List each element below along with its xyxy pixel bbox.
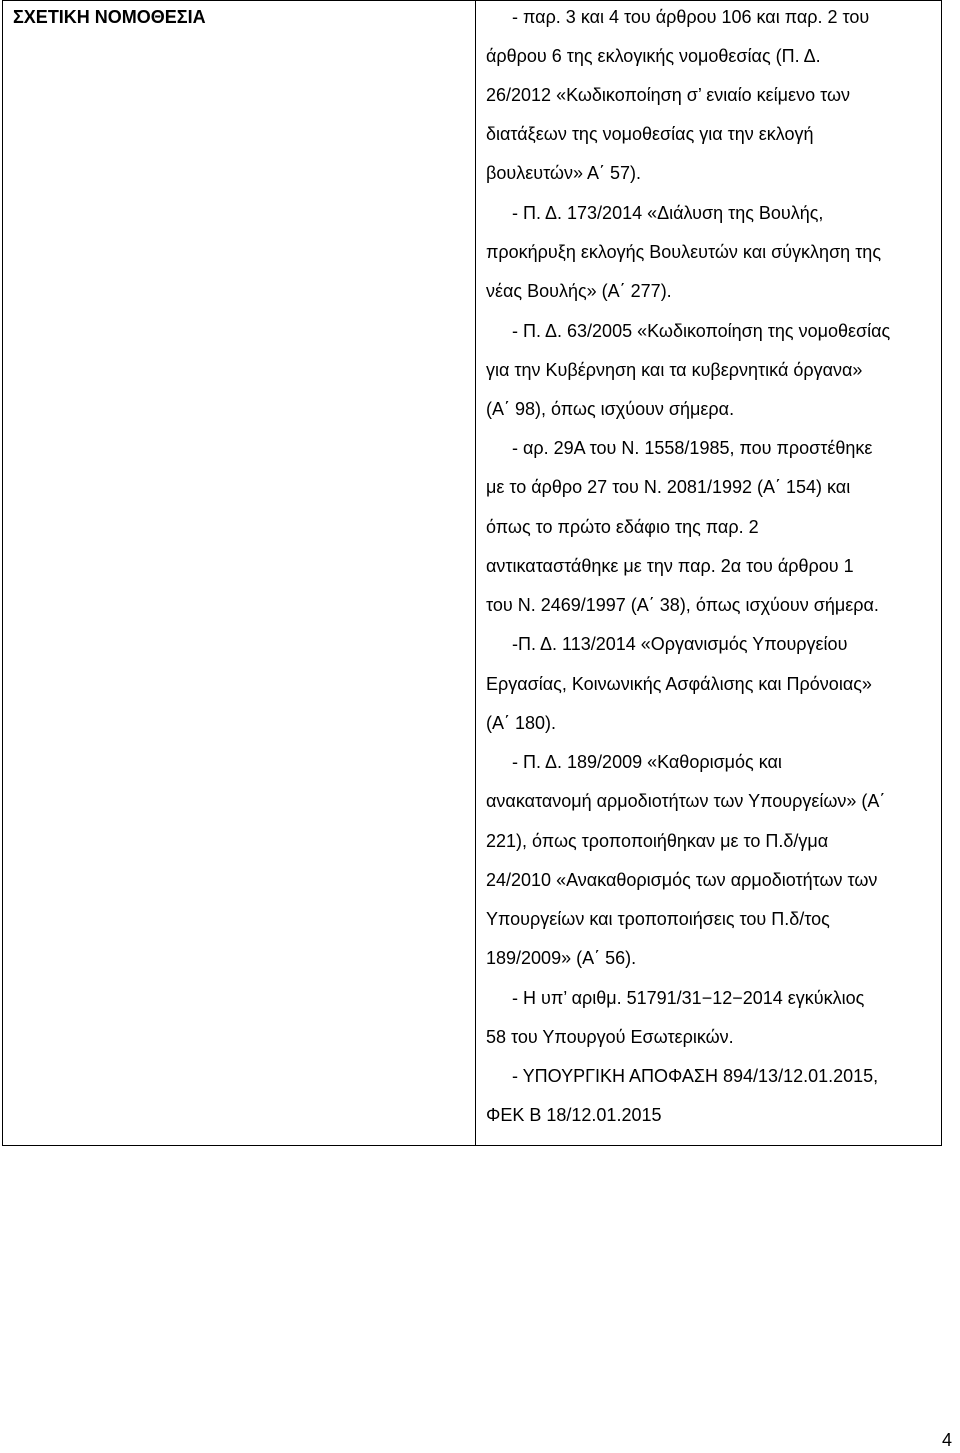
reference-line: όπως το πρώτο εδάφιο της παρ. 2 — [486, 517, 759, 537]
reference-line: του Ν. 2469/1997 (Α΄ 38), όπως ισχύουν σήμερα. — [486, 595, 879, 615]
reference-line: 221), όπως τροποποιήθηκαν με το Π.δ/γμα — [486, 831, 829, 851]
reference-line: 58 του Υπουργού Εσωτερικών. — [486, 1027, 734, 1047]
reference-line: ΦΕΚ Β 18/12.01.2015 — [486, 1105, 662, 1125]
reference-line: - Π. Δ. 63/2005 «Κωδικοποίηση της νομοθεσίας — [512, 321, 891, 341]
reference-line: -Π. Δ. 113/2014 «Οργανισμός Υπουργείου — [512, 634, 848, 654]
column-divider — [475, 1, 476, 1145]
reference-line: Υπουργείων και τροποποιήσεις του Π.δ/τος — [486, 909, 830, 929]
section-label: ΣΧΕΤΙΚΗ ΝΟΜΟΘΕΣΙΑ — [13, 7, 206, 27]
reference-line: αντικαταστάθηκε με την παρ. 2α του άρθρου 1 — [486, 556, 854, 576]
reference-line: - Η υπ’ αριθμ. 51791/31−12−2014 εγκύκλιος — [512, 988, 865, 1008]
reference-line: ανακατανομή αρμοδιοτήτων των Υπουργείων» (Α΄ — [486, 791, 886, 811]
reference-line: νέας Βουλής» (Α΄ 277). — [486, 281, 672, 301]
reference-line: Εργασίας, Κοινωνικής Ασφάλισης και Πρόνοιας» — [486, 674, 872, 694]
reference-line: - Π. Δ. 173/2014 «Διάλυση της Βουλής, — [512, 203, 824, 223]
legislation-table — [2, 0, 942, 1146]
reference-line: διατάξεων της νομοθεσίας για την εκλογή — [486, 124, 814, 144]
reference-line: - ΥΠΟΥΡΓΙΚΗ ΑΠΟΦΑΣΗ 894/13/12.01.2015, — [512, 1066, 879, 1086]
reference-line: βουλευτών» Α΄ 57). — [486, 163, 642, 183]
reference-line: 26/2012 «Κωδικοποίηση σ’ ενιαίο κείμενο των — [486, 85, 850, 105]
reference-line: για την Κυβέρνηση και τα κυβερνητικά όργανα» — [486, 360, 863, 380]
reference-line: προκήρυξη εκλογής Βουλευτών και σύγκληση της — [486, 242, 881, 262]
reference-line: με το άρθρο 27 του Ν. 2081/1992 (Α΄ 154) και — [486, 477, 851, 497]
reference-line: - Π. Δ. 189/2009 «Καθορισμός και — [512, 752, 782, 772]
reference-line: - παρ. 3 και 4 του άρθρου 106 και παρ. 2 του — [512, 7, 870, 27]
reference-line: άρθρου 6 της εκλογικής νομοθεσίας (Π. Δ. — [486, 46, 821, 66]
reference-line: 24/2010 «Ανακαθορισμός των αρμοδιοτήτων των — [486, 870, 878, 890]
reference-line: (Α΄ 98), όπως ισχύουν σήμερα. — [486, 399, 735, 419]
reference-line: - αρ. 29Α του Ν. 1558/1985, που προστέθηκε — [512, 438, 873, 458]
page-number: 4 — [942, 1430, 953, 1450]
reference-line: 189/2009» (Α΄ 56). — [486, 948, 637, 968]
reference-line: (Α΄ 180). — [486, 713, 557, 733]
